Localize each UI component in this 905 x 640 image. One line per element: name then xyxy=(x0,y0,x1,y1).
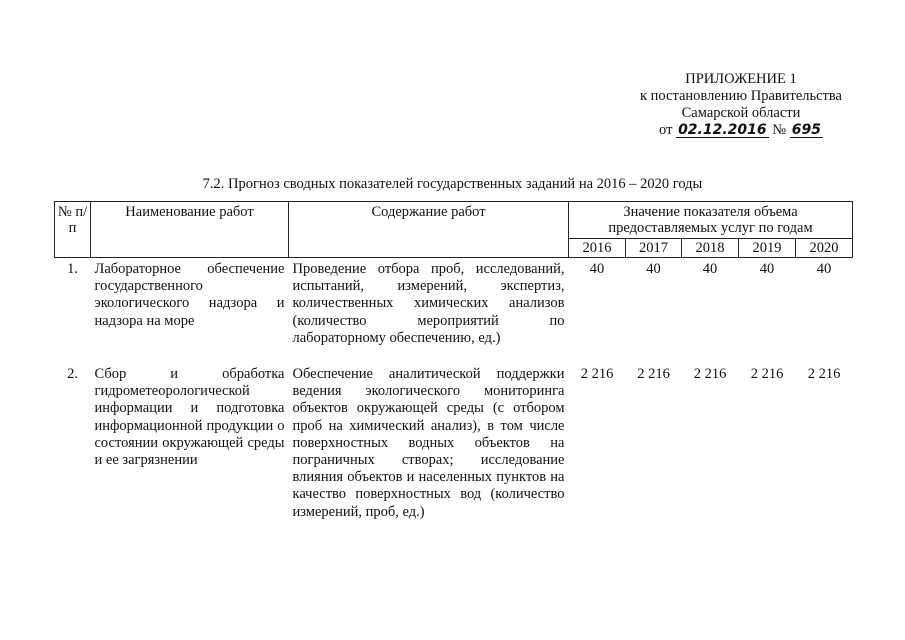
row-work-name: Сбор и обработка гидрометеорологической информации и подготовка информационной продукции о состоянии окружающей среды и ее загрязнении xyxy=(94,366,285,469)
header-year: 2020 xyxy=(796,239,853,258)
header-num: № п/п xyxy=(55,202,91,258)
row-value: 40 xyxy=(702,261,718,277)
handwritten-number: 695 xyxy=(791,122,821,138)
row-value: 2 216 xyxy=(693,366,727,383)
header-year: 2016 xyxy=(569,239,626,258)
date-prefix: от xyxy=(659,122,673,138)
header-year: 2019 xyxy=(739,239,796,258)
row-value: 40 xyxy=(759,261,775,277)
table-row xyxy=(55,258,853,367)
appendix-line-decree: к постановлению Правительства xyxy=(640,88,842,104)
appendix-title: ПРИЛОЖЕНИЕ 1 xyxy=(685,71,797,87)
number-prefix: № xyxy=(772,122,787,138)
header-content: Содержание работ xyxy=(289,202,569,258)
row-num: 1. xyxy=(67,261,78,277)
row-value: 40 xyxy=(646,261,661,277)
row-value: 2 216 xyxy=(637,366,670,383)
row-value: 2 216 xyxy=(750,366,784,383)
row-num: 2. xyxy=(67,366,78,383)
header-year: 2018 xyxy=(682,239,739,258)
row-work-content: Обеспечение аналитической поддержки ведения экологического мониторинга объектов окружающей среды (с отбором проб на химический анализ), в том числе поверхностных водных объектов на пограничных створах; исследование влияния объектов и населенных пунктов на качество поверхностных вод (количество измерений, проб, ед.) xyxy=(292,366,565,520)
indicators-table xyxy=(54,201,853,521)
row-value: 40 xyxy=(589,261,605,277)
row-work-name: Лабораторное обеспечение государственного экологического надзора и надзора на море xyxy=(94,261,285,329)
document-title: 7.2. Прогноз сводных показателей государственных заданий на 2016 – 2020 годы xyxy=(202,176,703,192)
row-value: 2 216 xyxy=(807,366,841,383)
table-row xyxy=(55,366,853,521)
header-name: Наименование работ xyxy=(91,202,289,258)
row-value: 40 xyxy=(816,261,832,277)
appendix-date-line xyxy=(600,122,882,139)
row-value: 2 216 xyxy=(580,366,614,383)
appendix-line-region: Самарской области xyxy=(681,105,801,121)
header-value-group: Значение показателя объема предоставляемых услуг по годам xyxy=(569,202,853,239)
header-year: 2017 xyxy=(626,239,682,258)
handwritten-date: 02.12.2016 xyxy=(678,122,767,138)
row-work-content: Проведение отбора проб, исследований, испытаний, измерений, экспертиз, количественных химических анализов (количество мероприятий по лабораторному обеспечению, ед.) xyxy=(292,261,565,346)
appendix-block xyxy=(600,71,882,139)
